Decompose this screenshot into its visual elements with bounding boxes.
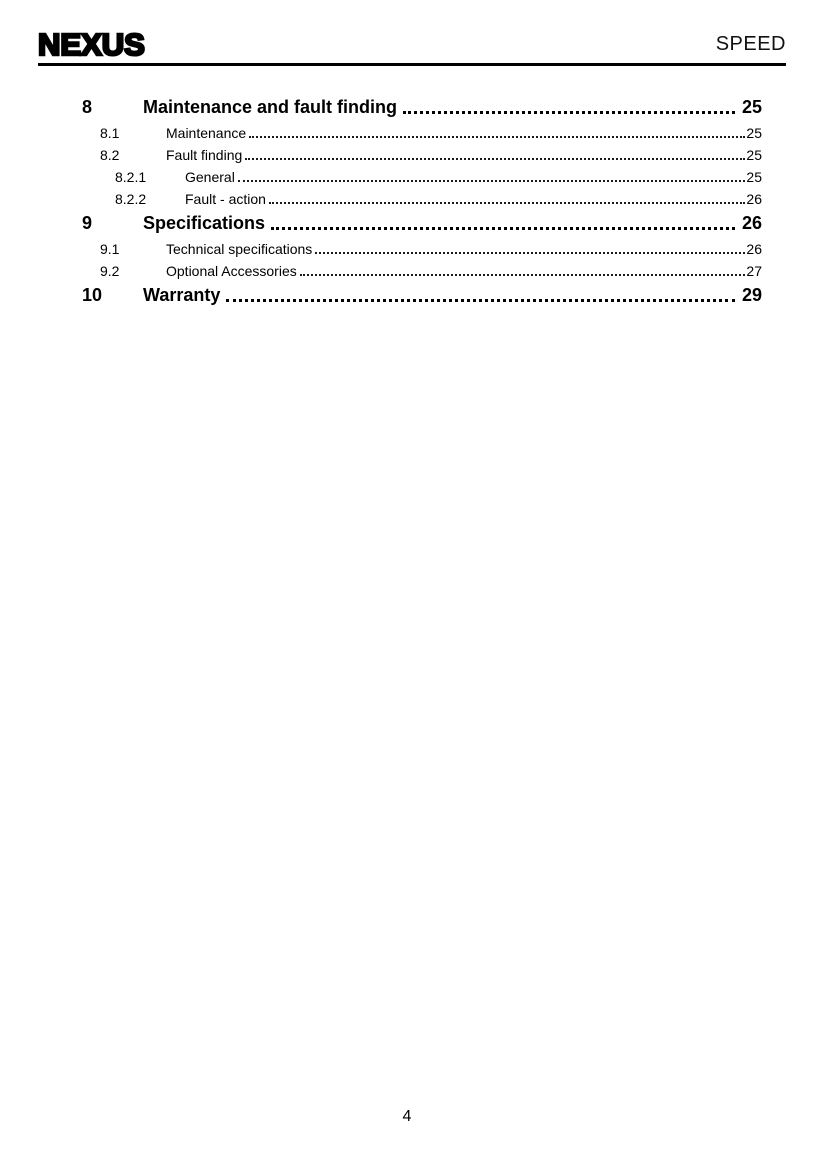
toc-dot-leader — [226, 299, 735, 302]
toc-entry-title[interactable]: Maintenance — [166, 125, 247, 141]
toc-row — [82, 238, 762, 260]
toc-dot-leader — [315, 252, 745, 254]
nexus-logo — [38, 24, 230, 62]
toc-row — [82, 94, 762, 122]
toc-row — [82, 122, 762, 144]
header-product-name: SPEED — [715, 33, 786, 55]
toc-entry-title[interactable]: Fault - action — [185, 191, 266, 207]
toc-entry-number: 10 — [82, 285, 103, 305]
toc-dot-leader — [300, 274, 746, 276]
toc-entry-title[interactable]: Fault finding — [166, 147, 243, 163]
table-of-contents — [82, 94, 762, 310]
page-footer — [0, 1108, 814, 1126]
page-number: 4 — [402, 1108, 412, 1125]
toc-entry-number: 8.2 — [100, 147, 120, 163]
toc-row — [82, 282, 762, 310]
toc-dot-leader — [271, 227, 735, 230]
toc-row — [82, 166, 762, 188]
toc-entry-page[interactable]: 25 — [746, 169, 762, 185]
toc-row — [82, 144, 762, 166]
toc-entry-page[interactable]: 26 — [746, 191, 762, 207]
toc-entry-number: 9 — [82, 213, 93, 233]
toc-entry-number: 9.2 — [100, 263, 120, 279]
toc-entry-title[interactable]: Maintenance and fault finding — [143, 97, 398, 117]
toc-entry-number: 9.1 — [100, 241, 120, 257]
toc-entry-page[interactable]: 29 — [741, 285, 762, 305]
toc-entry-title[interactable]: Warranty — [143, 285, 221, 305]
toc-row — [82, 210, 762, 238]
toc-entry-page[interactable]: 25 — [746, 147, 762, 163]
toc-entry-title[interactable]: General — [185, 169, 235, 185]
toc-entry-number: 8 — [82, 97, 93, 117]
toc-dot-leader — [249, 136, 745, 138]
nexus-logo-text: NEXUS — [38, 27, 145, 62]
toc-row — [82, 260, 762, 282]
toc-entry-page[interactable]: 25 — [741, 97, 762, 117]
toc-entry-page[interactable]: 26 — [746, 241, 762, 257]
toc-dot-leader — [245, 158, 745, 160]
toc-entry-title[interactable]: Specifications — [143, 213, 266, 233]
page-header — [38, 24, 786, 66]
toc-entry-page[interactable]: 27 — [746, 263, 762, 279]
toc-entry-title[interactable]: Optional Accessories — [166, 263, 297, 279]
toc-dot-leader — [403, 111, 735, 114]
toc-row — [82, 188, 762, 210]
toc-entry-title[interactable]: Technical specifications — [166, 241, 313, 257]
toc-entry-page[interactable]: 26 — [741, 213, 762, 233]
toc-entry-number: 8.2.2 — [115, 191, 147, 207]
toc-entry-number: 8.2.1 — [115, 169, 147, 185]
toc-entry-number: 8.1 — [100, 125, 120, 141]
toc-entry-page[interactable]: 25 — [746, 125, 762, 141]
toc-dot-leader — [269, 202, 745, 204]
toc-dot-leader — [238, 180, 746, 182]
